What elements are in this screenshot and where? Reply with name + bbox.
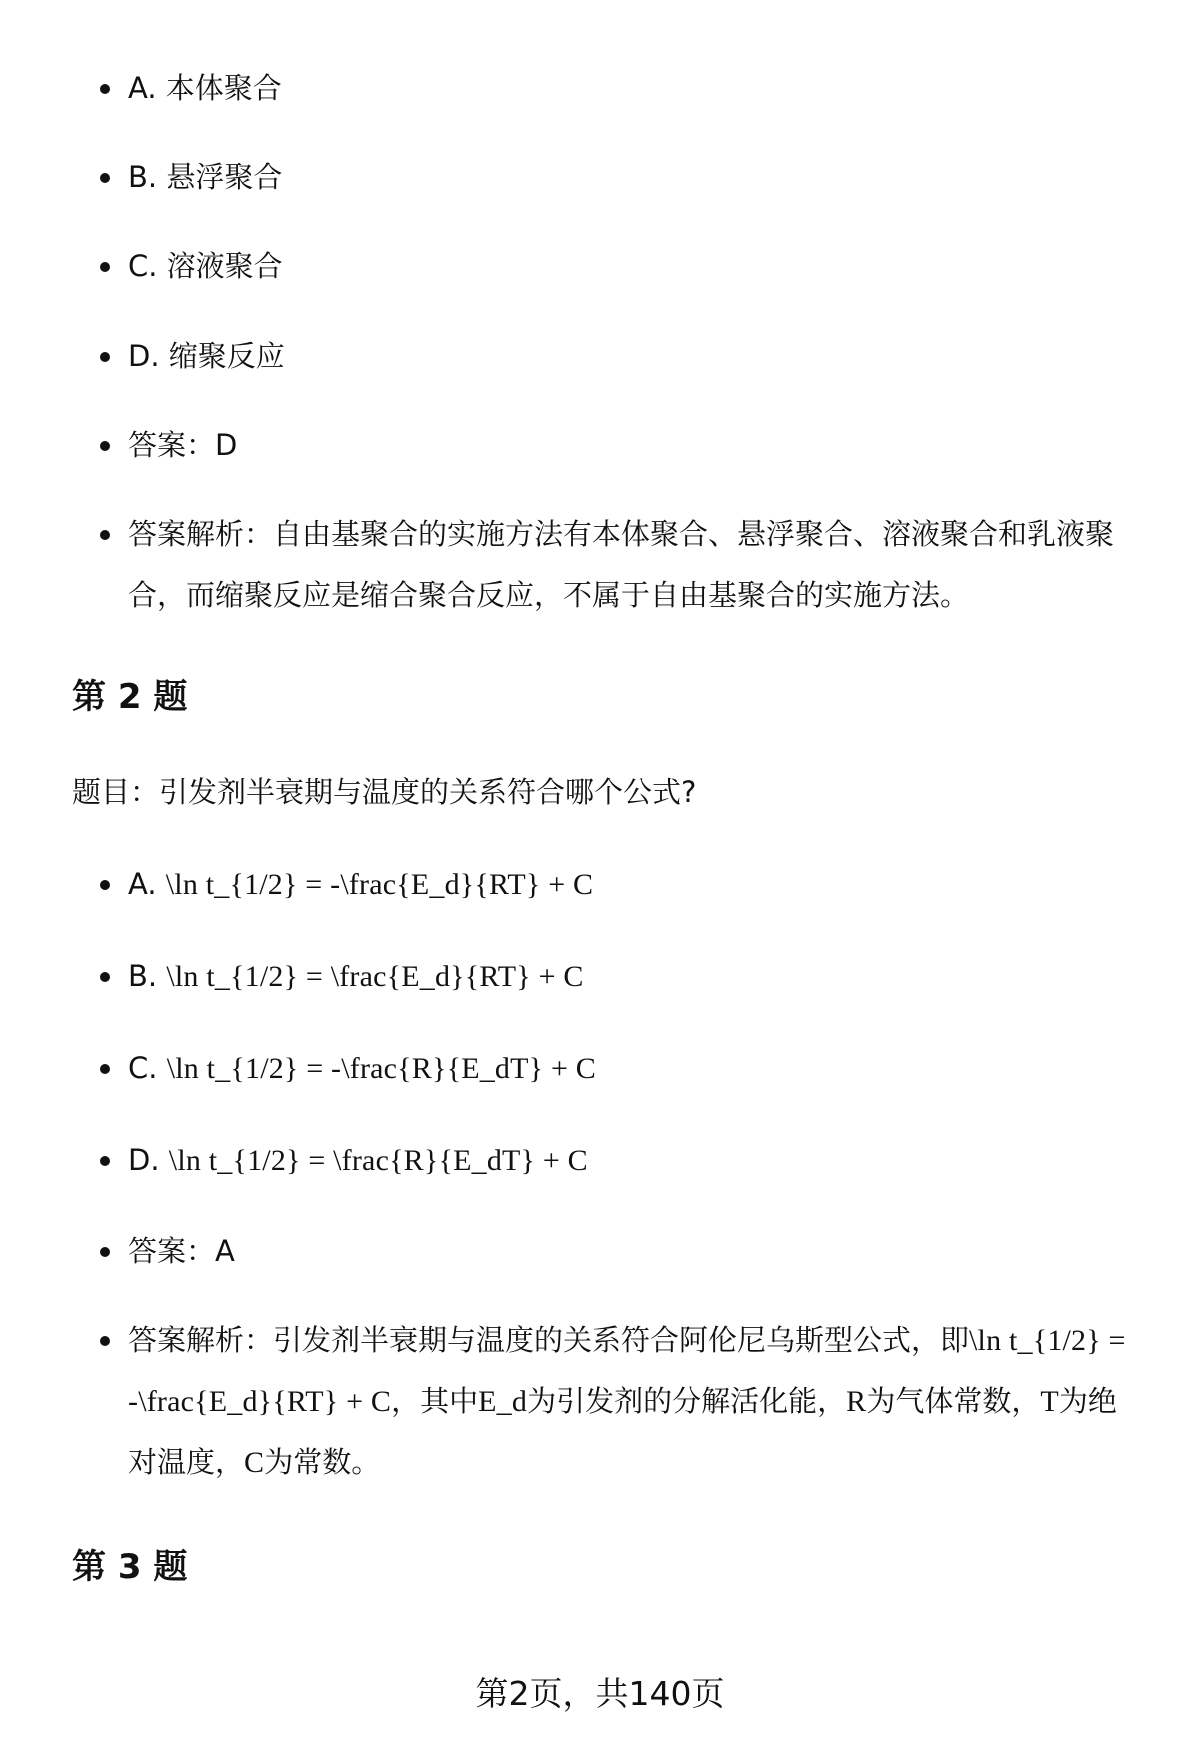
q2-heading: 第 2 题 xyxy=(72,677,188,717)
q2-analysis-symbol-r: R xyxy=(846,1385,867,1418)
q2-option-d-formula: \ln t_{1/2} = \frac{R}{E_dT} + C xyxy=(168,1144,588,1177)
q1-option-d: D. 缩聚反应 xyxy=(128,326,1143,387)
q2-analysis-symbol-c: C xyxy=(244,1446,265,1479)
q2-question: 题目：引发剂半衰期与温度的关系符合哪个公式? xyxy=(72,775,697,809)
q2-analysis-text-2: ，其中 xyxy=(391,1384,479,1418)
q2-answer: 答案：A xyxy=(128,1221,1143,1282)
q1-option-a: A. 本体聚合 xyxy=(128,58,1143,119)
q1-analysis: 答案解析：自由基聚合的实施方法有本体聚合、悬浮聚合、溶液聚合和乳液聚合，而缩聚反应是缩合聚合反应，不属于自由基聚合的实施方法。 xyxy=(128,504,1143,626)
q2-analysis-text-1: 答案解析：引发剂半衰期与温度的关系符合阿伦尼乌斯型公式，即 xyxy=(128,1323,970,1357)
page-footer: 第2页，共140页 xyxy=(475,1674,725,1713)
q3-heading: 第 3 题 xyxy=(72,1547,188,1587)
q2-option-b-formula: \ln t_{1/2} = \frac{E_d}{RT} + C xyxy=(166,960,584,993)
q1-answer: 答案：D xyxy=(128,415,1143,476)
q2-analysis-text-4: 为气体常数， xyxy=(866,1384,1041,1418)
q2-analysis-formula: \ln t_{1/2} = -\frac{E_d}{RT} + C xyxy=(128,1324,1126,1418)
q2-analysis-text-5: 为绝对温度， xyxy=(128,1384,1117,1479)
q2-option-a-formula: \ln t_{1/2} = -\frac{E_d}{RT} + C xyxy=(165,868,594,901)
q2-option-c xyxy=(128,1038,1143,1099)
q2-option-d-label: D. xyxy=(128,1143,169,1177)
q2-analysis-text-3: 为引发剂的分解活化能， xyxy=(527,1384,847,1418)
q2-option-a-label: A. xyxy=(128,867,166,901)
q1-option-b: B. 悬浮聚合 xyxy=(128,147,1143,208)
q2-analysis-symbol-t: T xyxy=(1040,1385,1059,1418)
q2-analysis xyxy=(128,1310,1143,1493)
q1-option-c: C. 溶液聚合 xyxy=(128,236,1143,297)
q2-analysis-text-6: 为常数。 xyxy=(264,1445,381,1479)
q2-option-b xyxy=(128,946,1143,1007)
q2-option-c-formula: \ln t_{1/2} = -\frac{R}{E_dT} + C xyxy=(166,1052,596,1085)
q2-option-d xyxy=(128,1130,1143,1191)
q2-option-a xyxy=(128,854,1143,915)
q2-analysis-symbol-ed: E_d xyxy=(478,1385,528,1418)
q2-option-c-label: C. xyxy=(128,1051,167,1085)
q2-option-b-label: B. xyxy=(128,959,167,993)
